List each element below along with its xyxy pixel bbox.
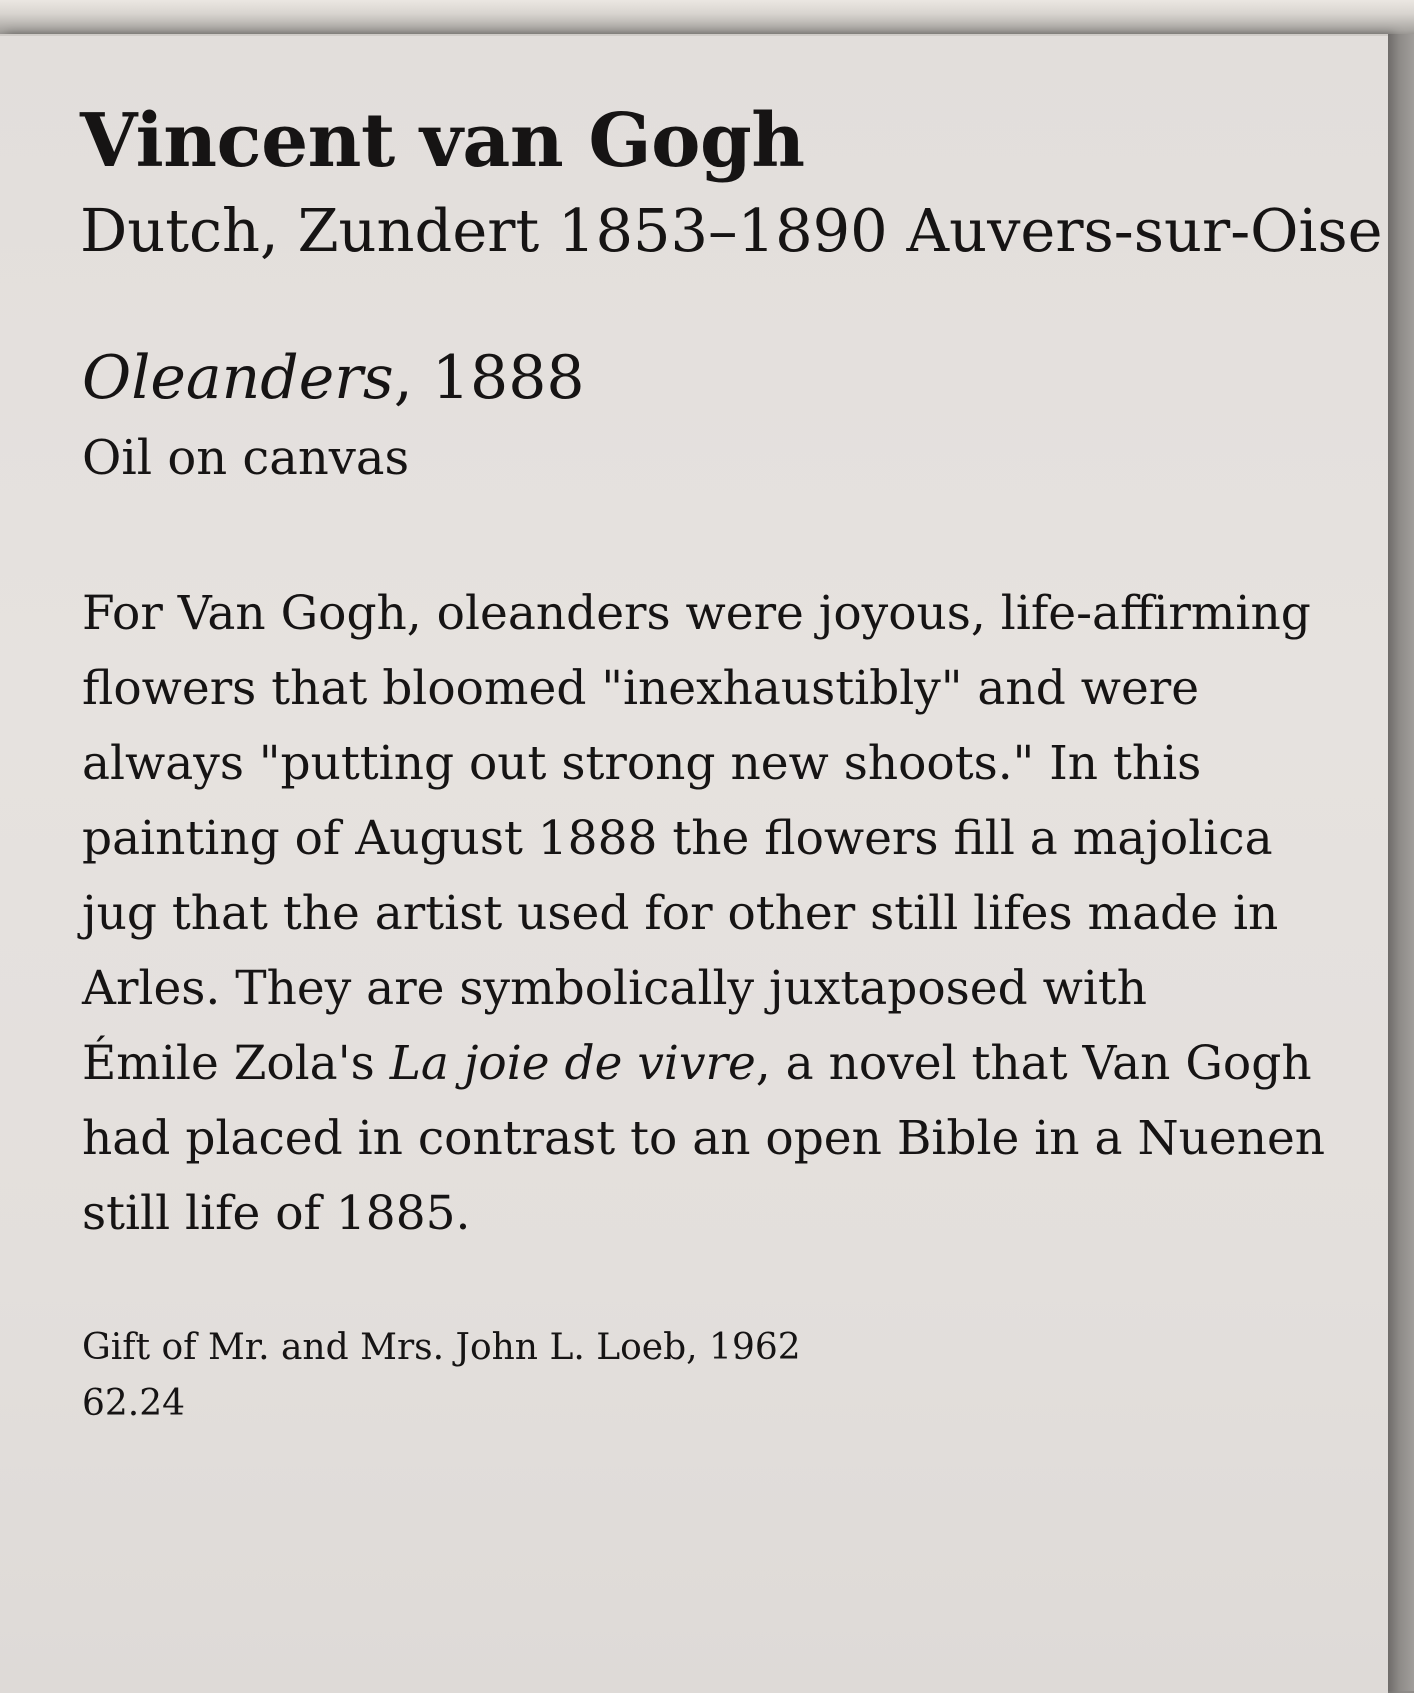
wall-strip	[0, 0, 1414, 38]
description-line: painting of August 1888 the flowers fill a majolica	[82, 811, 1273, 866]
description-text	[82, 576, 1325, 1251]
artwork-year: , 1888	[393, 343, 585, 413]
description-line: flowers that bloomed "inexhaustibly" and were	[82, 661, 1200, 716]
description-zola-after: , a novel that Van Gogh	[755, 1036, 1312, 1091]
credit-block	[82, 1320, 801, 1432]
artist-nationality-dates: Dutch, Zundert 1853–1890 Auvers-sur-Oise	[80, 196, 1383, 265]
artwork-title	[82, 343, 585, 413]
description-line: jug that the artist used for other still lifes made in	[82, 886, 1279, 941]
artwork-medium: Oil on canvas	[82, 430, 410, 486]
artwork-title-italic: Oleanders	[82, 343, 394, 413]
accession-number: 62.24	[82, 1383, 186, 1424]
description-line: still life of 1885.	[82, 1186, 471, 1241]
credit-line: Gift of Mr. and Mrs. John L. Loeb, 1962	[82, 1327, 801, 1368]
novel-title: La joie de vivre	[389, 1036, 756, 1091]
description-line: For Van Gogh, oleanders were joyous, life-affirming	[82, 586, 1311, 641]
description-line: had placed in contrast to an open Bible in a Nuenen	[82, 1111, 1326, 1166]
description-zola-before: Émile Zola's	[82, 1036, 390, 1091]
card-edge-shadow	[1388, 34, 1414, 1691]
description-line-zola	[82, 1026, 1325, 1101]
description-line: Arles. They are symbolically juxtaposed with	[82, 961, 1148, 1016]
description-line: always "putting out strong new shoots." In this	[82, 736, 1202, 791]
artist-name: Vincent van Gogh	[80, 98, 805, 184]
